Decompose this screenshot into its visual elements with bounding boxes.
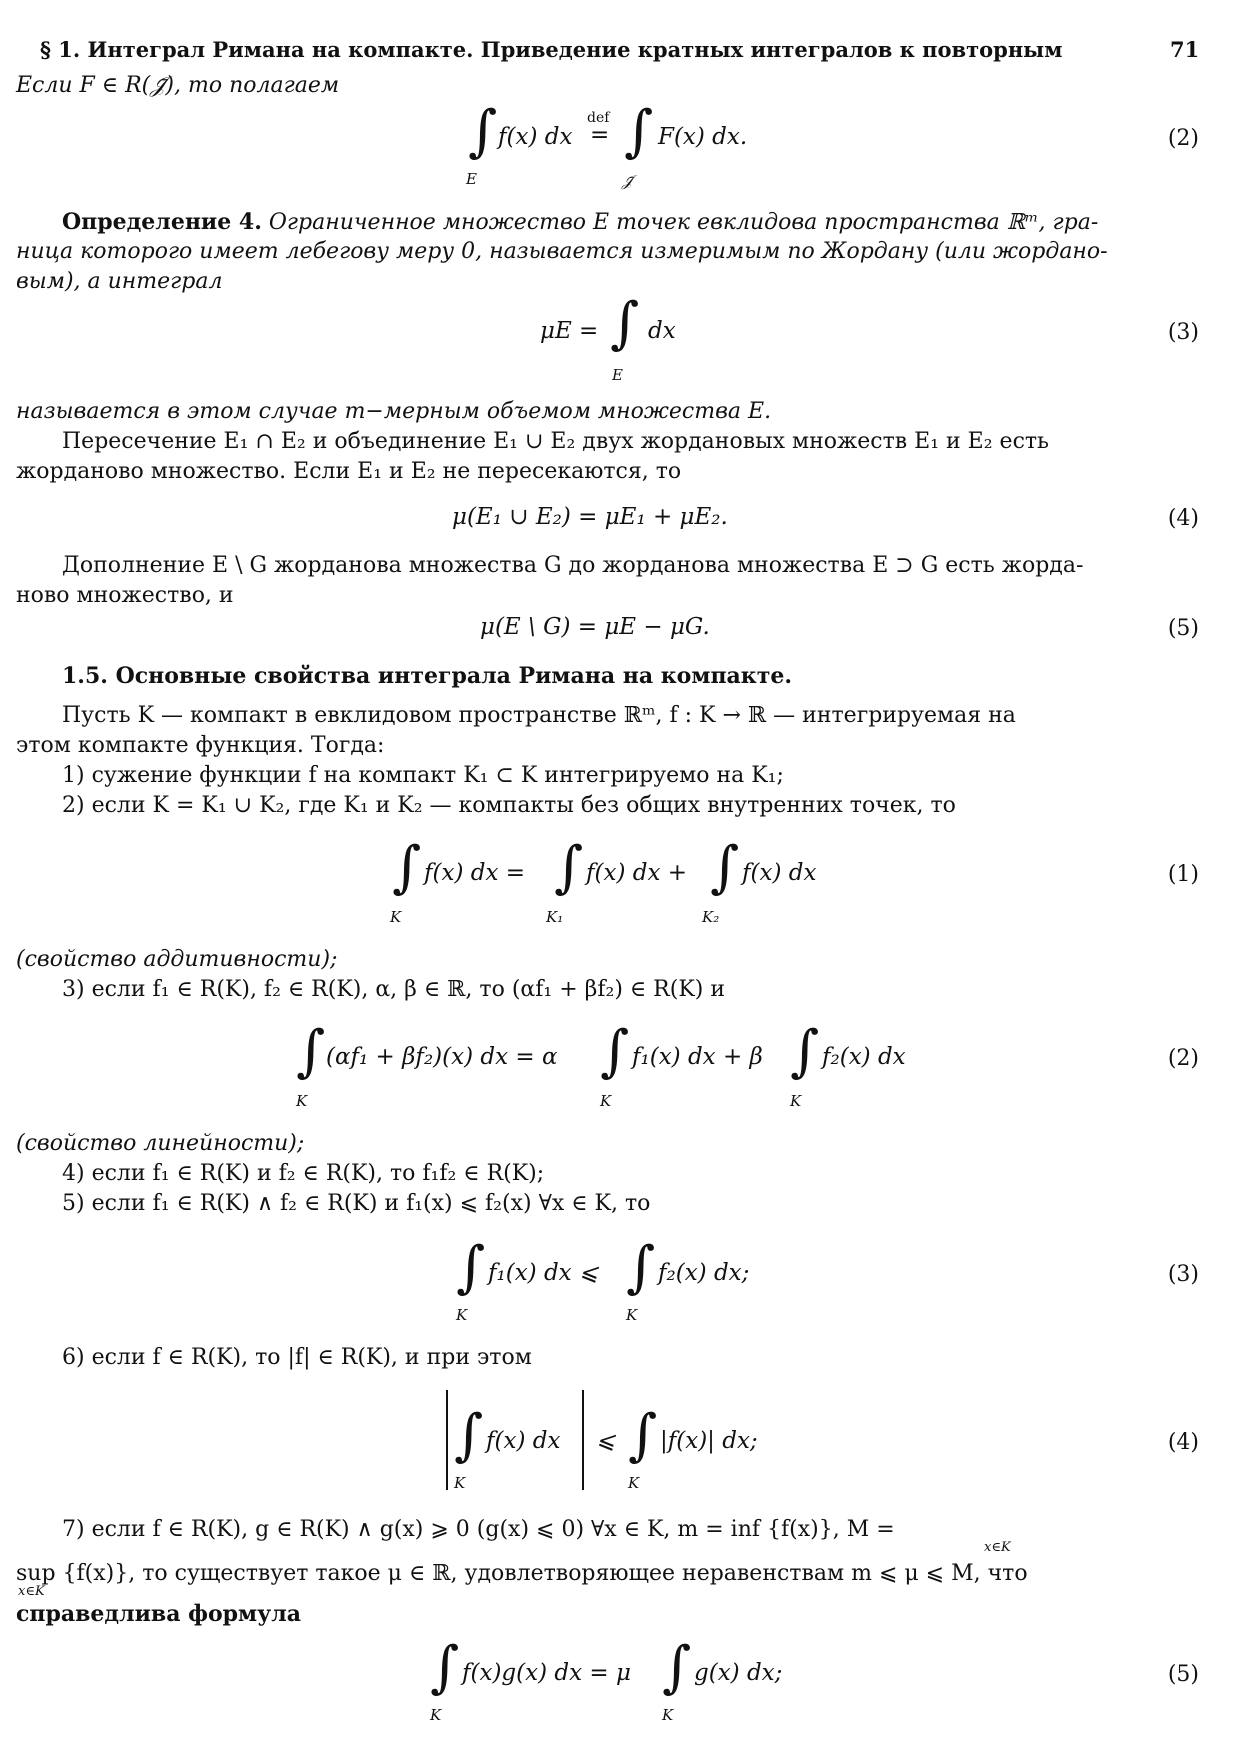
equation-lhs: μE = (540, 318, 599, 344)
paragraph: (свойство линейности); (16, 1131, 305, 1156)
list-item: 7) если f ∈ R(K), g ∈ R(K) ∧ g(x) ⩾ 0 (g(x) ⩽ 0) ∀x ∈ K, m = inf {f(x)}, M = (62, 1517, 895, 1542)
equation-op: ⩽ (596, 1428, 616, 1454)
equation-term: f₁(x) dx + β (632, 1044, 763, 1070)
equation-term: f₂(x) dx (822, 1044, 906, 1070)
integral-limit: K (390, 908, 402, 926)
integral-sign: ∫ (296, 1019, 326, 1084)
integral-limit: K₂ (702, 908, 720, 926)
list-item: 3) если f₁ ∈ R(K), f₂ ∈ R(K), α, β ∈ ℝ, то (αf₁ + βf₂) ∈ R(K) и (62, 977, 726, 1002)
paragraph: этом компакте функция. Тогда: (16, 733, 385, 758)
integral-sign: ∫ (600, 1019, 630, 1084)
paragraph: ново множество, и (16, 583, 234, 608)
equation-term: f(x) dx (486, 1428, 561, 1454)
equation-number: (4) (1167, 1430, 1199, 1455)
integral-limit: K (456, 1306, 468, 1324)
integral-sign: ∫ (626, 1235, 656, 1300)
list-item: 5) если f₁ ∈ R(K) ∧ f₂ ∈ R(K) и f₁(x) ⩽ f₂(x) ∀x ∈ K, то (62, 1191, 651, 1216)
list-item: 1) сужение функции f на компакт K₁ ⊂ K интегрируемо на K₁; (62, 763, 784, 788)
list-item: 2) если K = K₁ ∪ K₂, где K₁ и K₂ — компакты без общих внутренних точек, то (62, 793, 956, 818)
paragraph: Если F ∈ R(𝒥̄), то полагаем (16, 73, 340, 98)
equation: μ(E \ G) = μE − μG. (480, 614, 710, 640)
paragraph: называется в этом случае m−мерным объемом множества E. (16, 399, 772, 424)
integral-sign: ∫ (392, 835, 422, 900)
paragraph: (свойство аддитивности); (16, 947, 338, 972)
paragraph: Дополнение E \ G жорданова множества G до жорданова множества E ⊃ G есть жорда- (62, 553, 1084, 578)
integral-limit: K (600, 1092, 612, 1110)
integral-limit: E (612, 366, 623, 384)
running-header: § 1. Интеграл Римана на компакте. Приведение кратных интегралов к повторным (40, 37, 1063, 62)
integral-sign: ∫ (790, 1019, 820, 1084)
equation-term: (αf₁ + βf₂)(x) dx = α (326, 1044, 558, 1070)
equation-term: f(x) dx = (424, 860, 526, 886)
definition-label: Определение 4. (62, 209, 262, 235)
paragraph: жорданово множество. Если E₁ и E₂ не пересекаются, то (16, 459, 682, 484)
equation-rhs: dx (648, 318, 676, 344)
integral-limit: K₁ (546, 908, 564, 926)
integral-limit: 𝒥̄ (622, 172, 633, 190)
integral-sign: ∫ (624, 99, 654, 164)
equation-term: f(x) dx + (586, 860, 688, 886)
equation-number: (2) (1167, 126, 1199, 151)
abs-bar-left (446, 1390, 448, 1490)
definition-text: ница которого имеет лебегову меру 0, называется измеримым по Жордану (или жордано- (16, 239, 1108, 264)
list-item: 4) если f₁ ∈ R(K) и f₂ ∈ R(K), то f₁f₂ ∈ R(K); (62, 1161, 545, 1186)
integral-sign: ∫ (628, 1403, 658, 1468)
equation-number: (1) (1167, 862, 1199, 887)
equation-lhs: f(x) dx (498, 124, 573, 150)
def-label: def (587, 110, 610, 126)
equation-number: (4) (1167, 506, 1199, 531)
integral-sign: ∫ (610, 291, 640, 356)
equation: μ(E₁ ∪ E₂) = μE₁ + μE₂. (452, 504, 728, 530)
definition (62, 208, 1098, 237)
equation-term: f(x) dx (742, 860, 817, 886)
abs-bar-right (582, 1390, 584, 1490)
integral-sign: ∫ (554, 835, 584, 900)
paragraph: Пересечение E₁ ∩ E₂ и объединение E₁ ∪ E₂ двух жордановых множеств E₁ и E₂ есть (62, 429, 1050, 454)
equation-term: f₁(x) dx ⩽ (488, 1260, 599, 1286)
list-item: 6) если f ∈ R(K), то |f| ∈ R(K), и при этом (62, 1345, 532, 1370)
integral-limit: K (296, 1092, 308, 1110)
equation-number: (5) (1167, 616, 1199, 641)
list-item: sup {f(x)}, то существует такое μ ∈ ℝ, удовлетворяющее неравенствам m ⩽ μ ⩽ M, что (16, 1561, 1028, 1586)
paragraph: Пусть K — компакт в евклидовом пространстве ℝᵐ, f : K → ℝ — интегрируемая на (62, 703, 1016, 728)
integral-sign: ∫ (454, 1403, 484, 1468)
equation-term: f(x)g(x) dx = μ (462, 1660, 631, 1686)
equation-term: f₂(x) dx; (658, 1260, 750, 1286)
integral-limit: K (628, 1474, 640, 1492)
integral-sign: ∫ (468, 99, 498, 164)
equation-term: g(x) dx; (694, 1660, 783, 1686)
equation-rhs: F(x) dx. (658, 124, 748, 150)
integral-limit: K (662, 1706, 674, 1724)
integral-limit: K (790, 1092, 802, 1110)
equation-number: (5) (1167, 1662, 1199, 1687)
equation-number: (2) (1167, 1046, 1199, 1071)
equation-op: = (590, 122, 610, 148)
integral-limit: K (430, 1706, 442, 1724)
integral-limit: E (466, 170, 477, 188)
integral-limit: K (454, 1474, 466, 1492)
equation-term: |f(x)| dx; (660, 1428, 758, 1454)
equation-number: (3) (1167, 1262, 1199, 1287)
integral-sign: ∫ (662, 1635, 692, 1700)
page-number: 71 (1170, 37, 1200, 62)
integral-sign: ∫ (456, 1235, 486, 1300)
subscript: x∈K (18, 1584, 45, 1599)
integral-limit: K (626, 1306, 638, 1324)
equation-number: (3) (1167, 320, 1199, 345)
subscript: x∈K (984, 1540, 1011, 1555)
integral-sign: ∫ (430, 1635, 460, 1700)
definition-text: Ограниченное множество E точек евклидова пространства ℝᵐ, гра- (268, 210, 1099, 235)
section-heading: 1.5. Основные свойства интеграла Римана на компакте. (62, 663, 792, 689)
list-item: справедлива формула (16, 1601, 301, 1627)
definition-text: вым), а интеграл (16, 269, 223, 294)
integral-sign: ∫ (710, 835, 740, 900)
